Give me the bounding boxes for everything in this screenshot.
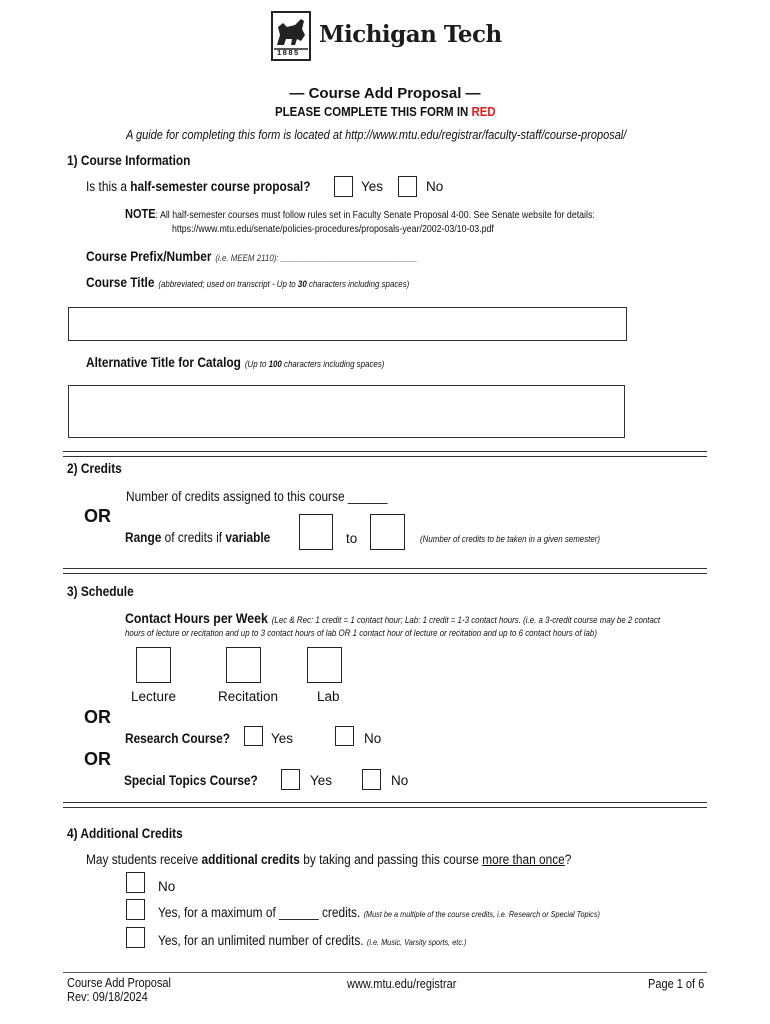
instruction [0,104,770,119]
or-label-credits: OR [84,506,111,526]
guide-text [126,128,695,142]
page-title: — Course Add Proposal — [289,85,481,102]
range-hint-text: (Number of credits to be taken in a given semester) [420,534,601,544]
section-divider [63,568,707,574]
lecture-hours-input[interactable] [136,647,171,683]
footer-revision [67,990,159,1004]
alt-title-row [86,354,425,372]
additional-max-row [158,905,660,920]
research-label [125,731,244,746]
footer-doc-name [67,976,185,990]
section-1-heading-text: 1) Course Information [67,153,191,168]
additional-max-label: Yes, for a maximum of ______ credits. [158,905,361,920]
course-prefix-row [86,248,463,266]
course-prefix-hint: (i.e. MEEM 2110): _______________________________ [215,253,418,263]
half-semester-yes-checkbox[interactable] [334,176,353,197]
half-semester-no-checkbox[interactable] [398,176,417,197]
recitation-hours-input[interactable] [226,647,261,683]
contact-hours-hint-2: hours of lecture or recitation and up to 3 contact hours of lab OR 1 contact hour of lecture or recitation and up to 6 contact hours of lab) [125,628,597,638]
note-text: : All half-semester courses must follow rules set in Faculty Senate Proposal 4-00. See Senate website for details: [155,210,595,221]
half-semester-prefix: Is this a [86,179,131,194]
footer-url-text: www.mtu.edu/registrar [347,977,457,991]
special-yes-checkbox[interactable] [281,769,300,790]
contact-hours-hint-row2 [125,628,661,638]
section-3-heading-text: 3) Schedule [67,584,134,599]
section-2-heading [67,461,129,476]
range-variable: variable [225,530,271,545]
special-topics-label-text: Special Topics Course? [124,773,258,788]
footer-revision-text: Rev: 09/18/2024 [67,990,148,1004]
recitation-label: Recitation [218,689,279,704]
half-semester-bold: half-semester course proposal? [130,179,311,194]
half-semester-question [86,179,341,194]
alt-title-hint-a: (Up to [244,359,269,369]
course-title-hint-num: 30 [297,279,307,289]
half-semester-yes-label: Yes [361,179,384,194]
range-min-input[interactable] [299,514,333,550]
or-label-special: OR [84,749,111,769]
range-row [125,530,290,545]
section-divider [63,451,707,457]
course-prefix-label: Course Prefix/Number [86,249,212,264]
logo [271,11,511,61]
contact-hours-hint-1: (Lec & Rec: 1 credit = 1 contact hour; Lab: 1 credit = 1-3 contact hours. (i.e. a 3-credit course may be 2 contact [271,615,661,625]
question-bold: additional credits [201,852,300,867]
additional-max-checkbox[interactable] [126,899,145,920]
research-yes-label: Yes [271,731,294,746]
additional-no-checkbox[interactable] [126,872,145,893]
section-2-heading-text: 2) Credits [67,461,122,476]
additional-unlimited-checkbox[interactable] [126,927,145,948]
section-4-heading-text: 4) Additional Credits [67,826,183,841]
note-label: NOTE [125,207,156,221]
logo-year: 1885 [277,48,300,57]
research-yes-checkbox[interactable] [244,726,263,746]
section-4-heading [67,826,199,841]
additional-max-hint: (Must be a multiple of the course credits, i.e. Research or Special Topics) [363,909,600,919]
contact-hours-row [125,610,733,628]
additional-unlimited-hint: (i.e. Music, Varsity sports, etc.) [366,937,467,947]
range-bold: Range [125,530,162,545]
special-no-checkbox[interactable] [362,769,381,790]
alt-title-label: Alternative Title for Catalog [86,355,241,370]
course-title-hint-b: characters including spaces) [306,279,410,289]
section-3-heading [67,584,143,599]
logo-wordmark: Michigan Tech [319,21,502,48]
additional-unlimited-label: Yes, for an unlimited number of credits. [158,933,364,948]
lab-hours-input[interactable] [307,647,342,683]
section-1-heading [67,153,207,168]
special-topics-label [124,773,276,788]
instruction-red-word: RED [471,104,496,119]
lecture-label: Lecture [131,689,177,704]
research-no-checkbox[interactable] [335,726,354,746]
note-url: https://www.mtu.edu/senate/policies-procedures/proposals-year/2002-03/10-03.pdf [172,224,494,235]
question-end: ? [564,852,572,867]
to-label: to [346,531,358,546]
research-no-label: No [364,731,382,746]
footer-page [648,977,712,991]
footer-rule [63,972,707,973]
num-credits-label: Number of credits assigned to this course ______ [126,489,388,504]
additional-unlimited-row [158,933,509,948]
alt-title-hint-b: characters including spaces) [281,359,385,369]
course-title-input[interactable] [68,307,627,341]
num-credits-text [126,489,423,504]
special-no-label: No [391,773,409,788]
range-mid: of credits if [161,530,226,545]
additional-no-label: No [158,879,176,894]
question-a: May students receive [86,852,202,867]
guide-link-text: A guide for completing this form is located at http://www.mtu.edu/registrar/faculty-staff/course-proposal/ [126,128,627,142]
note-line-2 [172,224,538,235]
alt-title-hint-num: 100 [268,359,282,369]
question-underline: more than once [482,852,565,867]
instruction-text: PLEASE COMPLETE THIS FORM IN [274,104,472,119]
footer-page-text: Page 1 of 6 [648,977,705,991]
course-title-row [86,274,453,292]
additional-credits-question [86,852,638,867]
research-label-text: Research Course? [125,731,230,746]
footer-url [347,977,471,991]
range-hint [420,534,625,544]
section-divider [63,802,707,808]
footer-doc-name-text: Course Add Proposal [67,976,171,990]
lab-label: Lab [317,689,340,704]
note-line-1 [125,207,659,221]
half-semester-no-label: No [426,179,444,194]
special-yes-label: Yes [310,773,333,788]
alt-title-input[interactable] [68,385,625,438]
or-label-research: OR [84,707,111,727]
course-title-label: Course Title [86,275,155,290]
course-title-hint-a: (abbreviated; used on transcript - Up to [158,279,298,289]
range-max-input[interactable] [370,514,405,550]
contact-hours-label: Contact Hours per Week [125,610,268,626]
question-b: by taking and passing this course [299,852,483,867]
